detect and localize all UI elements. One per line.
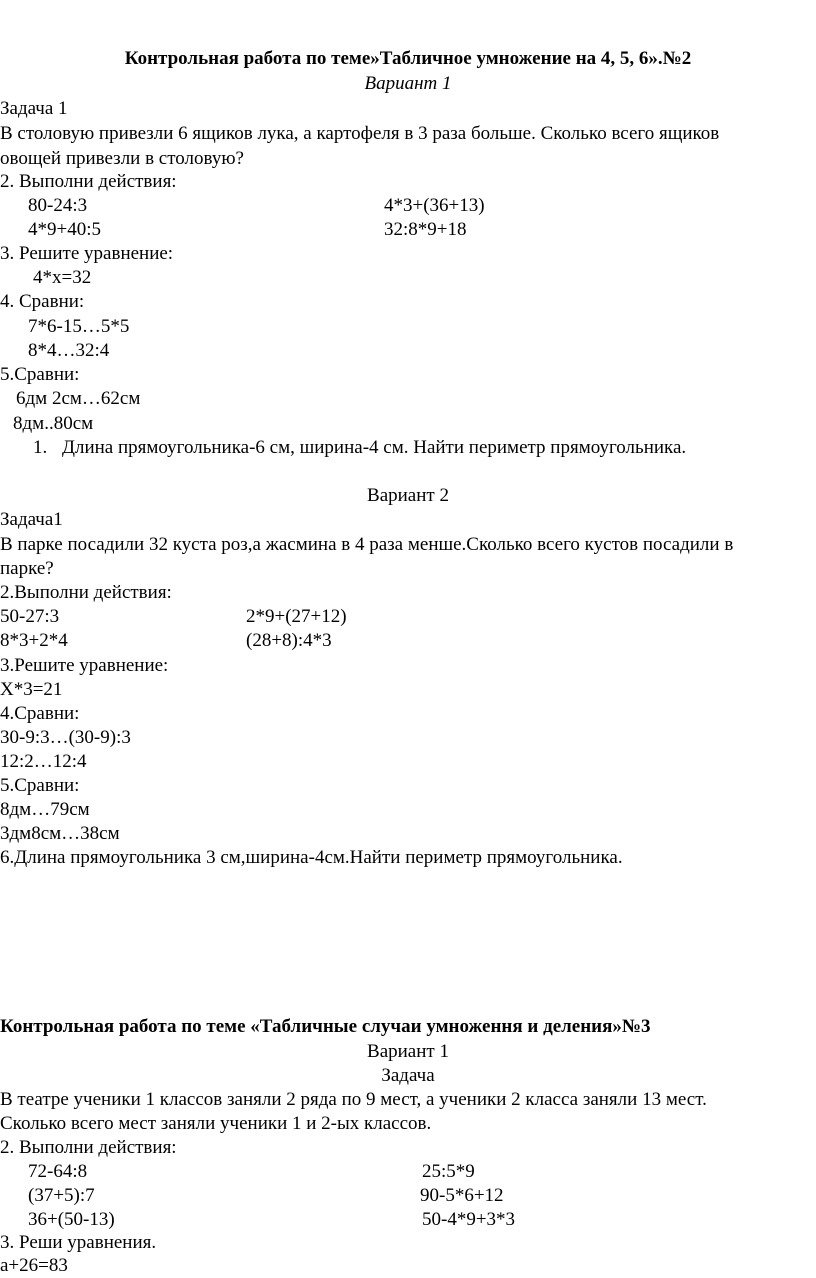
list-number: 1. (33, 437, 48, 458)
expression: (37+5):7 (28, 1185, 95, 1206)
test3-task3-label: 3. Реши уравнения. (0, 1232, 157, 1253)
expression: 80-24:3 (28, 195, 88, 216)
expression: 72-64:8 (28, 1161, 88, 1182)
comparison: 8дм..80см (13, 413, 94, 434)
test3-title: Контрольная работа по теме «Табличные случаи умноження и деления»№3 (0, 1016, 651, 1037)
test2-v2-task5-label: 5.Сравни: (0, 775, 80, 796)
expression: 2*9+(27+12) (246, 606, 347, 627)
comparison: 3дм8см…38см (0, 823, 120, 844)
expression: 90-5*6+12 (420, 1185, 504, 1206)
expression: 8*3+2*4 (0, 630, 68, 651)
equation: Х*3=21 (0, 679, 63, 700)
test2-variant1-heading: Вариант 1 (364, 73, 452, 94)
expression: 36+(50-13) (28, 1209, 115, 1230)
test2-v1-task1-text: В столовую привезли 6 ящиков лука, а картофеля в 3 раза больше. Сколько всего ящиков (0, 123, 720, 144)
test2-v1-task6-text: Длина прямоугольника-6 см, ширина-4 см. Найти периметр прямоугольника. (62, 437, 687, 458)
test2-v2-task4-label: 4.Сравни: (0, 703, 80, 724)
test2-v1-task5-label: 5.Сравни: (0, 364, 80, 385)
expression: 4*3+(36+13) (384, 195, 485, 216)
comparison: 8*4…32:4 (28, 340, 110, 361)
test3-variant1-heading: Вариант 1 (367, 1041, 449, 1062)
comparison: 8дм…79см (0, 799, 90, 820)
expression: 4*9+40:5 (28, 219, 101, 240)
test2-v1-task1-label: Задача 1 (0, 98, 68, 119)
equation: 4*х=32 (33, 267, 92, 288)
comparison: 12:2…12:4 (0, 751, 87, 772)
test2-v1-task2-label: 2. Выполни действия: (0, 171, 177, 192)
expression: 25:5*9 (422, 1161, 475, 1182)
comparison: 7*6-15…5*5 (28, 316, 130, 337)
comparison: 30-9:3…(30-9):3 (0, 727, 131, 748)
expression: 32:8*9+18 (384, 219, 467, 240)
test2-v2-task2-label: 2.Выполни действия: (0, 582, 172, 603)
test2-v2-task6-text: 6.Длина прямоугольника 3 см,ширина-4см.Найти периметр прямоугольника. (0, 847, 623, 868)
test3-task1-text-cont: Сколько всего мест заняли ученики 1 и 2-ых классов. (0, 1113, 432, 1134)
expression: 50-27:3 (0, 606, 60, 627)
test2-v1-task4-label: 4. Сравни: (0, 291, 85, 312)
test2-title: Контрольная работа по теме»Табличное умножение на 4, 5, 6».№2 (124, 48, 692, 69)
test2-v2-task1-text-cont: парке? (0, 558, 54, 579)
test2-v1-task3-label: 3. Решите уравнение: (0, 243, 174, 264)
test2-v2-task1-text: В парке посадили 32 куста роз,а жасмина в 4 раза менше.Сколько всего кустов посадили в (0, 534, 734, 555)
test3-task1-text: В театре ученики 1 классов заняли 2 ряда по 9 мест, а ученики 2 класса заняли 13 мест. (0, 1089, 707, 1110)
comparison: 6дм 2см…62см (16, 388, 141, 409)
test2-v2-task1-label: Задача1 (0, 509, 63, 530)
test3-task2-label: 2. Выполни действия: (0, 1137, 177, 1158)
equation: а+26=83 (0, 1255, 68, 1276)
test2-v1-task1-text-cont: овощей привезли в столовую? (0, 148, 244, 169)
expression: (28+8):4*3 (246, 630, 332, 651)
test2-variant2-heading: Вариант 2 (367, 485, 449, 506)
test2-v2-task3-label: 3.Решите уравнение: (0, 655, 169, 676)
expression: 50-4*9+3*3 (422, 1209, 516, 1230)
test3-task-heading: Задача (381, 1065, 435, 1086)
